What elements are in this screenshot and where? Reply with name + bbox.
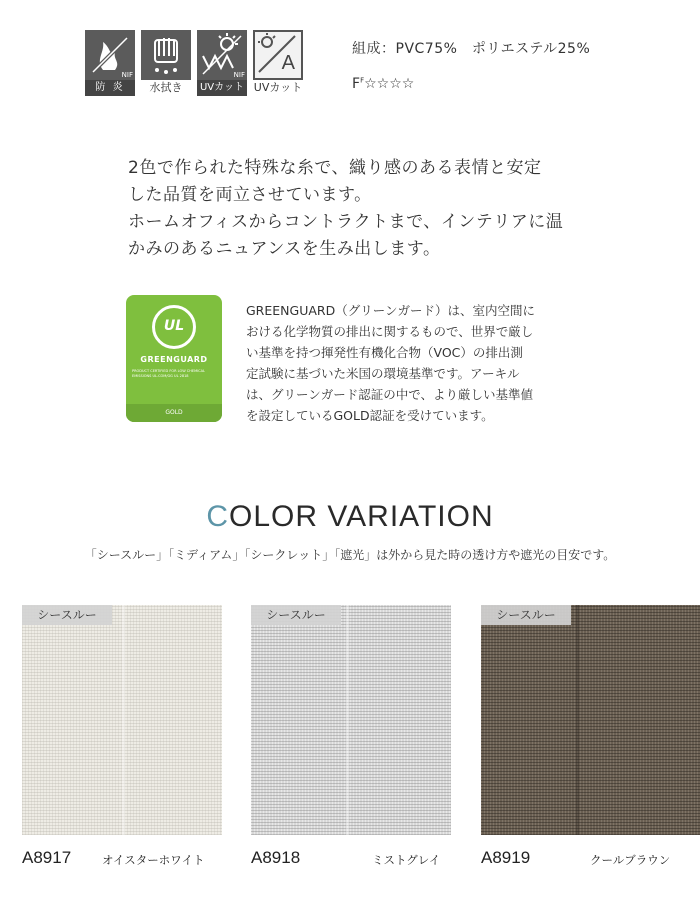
transparency-tag: シースルー [251, 605, 341, 625]
uv-cut-caption: UVカット [197, 80, 247, 96]
description-line: ホームオフィスからコントラクトまで、インテリアに温 [128, 212, 564, 232]
water-wipe-icon [141, 30, 191, 80]
swatch-code: A8919 [481, 848, 531, 867]
title-rest: OLOR VARIATION [229, 500, 494, 533]
swatch-oyster-white[interactable] [22, 605, 222, 835]
swatch-code: A8918 [251, 848, 301, 867]
swatch-name: クールブラウン [590, 853, 671, 867]
title-accent: C [206, 500, 230, 533]
water-wipe-feature [141, 30, 191, 96]
formaldehyde-sup: F [360, 76, 365, 85]
fire-retardant-feature [85, 30, 135, 96]
formaldehyde-stars: ☆☆☆☆ [364, 76, 415, 92]
swatch-cool-brown[interactable] [481, 605, 700, 835]
swatch-name: ミストグレイ [372, 853, 441, 867]
swatch-code: A8917 [22, 848, 72, 867]
greenguard-line: GREENGUARD（グリーンガード）は、室内空間に [246, 303, 535, 318]
greenguard-line: は、グリーンガード認証の中で、より厳しい基準値 [246, 387, 534, 402]
uv-cut-a-caption: UVカット [253, 81, 303, 94]
grade-label: A [281, 52, 295, 74]
greenguard-line: い基準を持つ揮発性有機化合物（VOC）の排出測 [246, 345, 523, 360]
fabric-seam [576, 605, 579, 835]
swatch-mist-gray[interactable] [251, 605, 451, 835]
greenguard-line: を設定しているGOLD認証を受けています。 [246, 408, 494, 423]
fabric-seam [346, 605, 349, 835]
composition-info [352, 38, 590, 58]
transparency-tag: シースルー [22, 605, 112, 625]
uv-cut-a-feature [253, 30, 303, 96]
nif-badge: NIF [233, 71, 245, 79]
ul-logo-text: UL [163, 318, 185, 334]
greenguard-line: おける化学物質の排出に関するもので、世界で厳し [246, 324, 534, 339]
nif-badge: NIF [121, 71, 133, 79]
color-variation-subtitle: 「シースルー」「ミディアム」「シークレット」「遮光」は外から見た時の透け方や遮光の目安です。 [84, 548, 616, 562]
fabric-seam [122, 605, 125, 835]
transparency-tag: シースルー [481, 605, 571, 625]
formaldehyde-label: F [352, 76, 361, 92]
greenguard-badge-name: GREENGUARD [140, 355, 208, 364]
greenguard-line: 定試験に基づいた米国の環境基準です。アーキル [246, 366, 520, 381]
greenguard-text [246, 300, 576, 426]
fire-retardant-icon [85, 30, 135, 80]
formaldehyde-rating [352, 76, 414, 92]
uv-cut-feature [197, 30, 247, 96]
description-line: した品質を両立させています。 [128, 185, 372, 205]
uv-cut-icon [197, 30, 247, 80]
swatch-name: オイスターホワイト [102, 853, 205, 867]
color-variation-title [0, 500, 700, 534]
water-wipe-caption: 水拭き [149, 81, 183, 94]
composition-line: 組成：PVC75% ポリエステル25% [352, 41, 591, 57]
greenguard-badge-gold: GOLD [126, 404, 222, 422]
ul-logo-icon [152, 305, 196, 349]
fire-retardant-caption: 防 炎 [85, 80, 135, 96]
greenguard-badge-small: PRODUCT CERTIFIED FOR LOW CHEMICAL EMISSIONS UL.COM/GG UL 2818 [132, 369, 205, 378]
uv-cut-a-icon [253, 30, 303, 80]
product-description [128, 155, 578, 263]
description-line: 2色で作られた特殊な糸で、織り感のある表情と安定 [128, 158, 542, 178]
feature-icons [85, 30, 303, 96]
greenguard-badge [126, 295, 222, 422]
description-line: かみのあるニュアンスを生み出します。 [128, 239, 441, 259]
